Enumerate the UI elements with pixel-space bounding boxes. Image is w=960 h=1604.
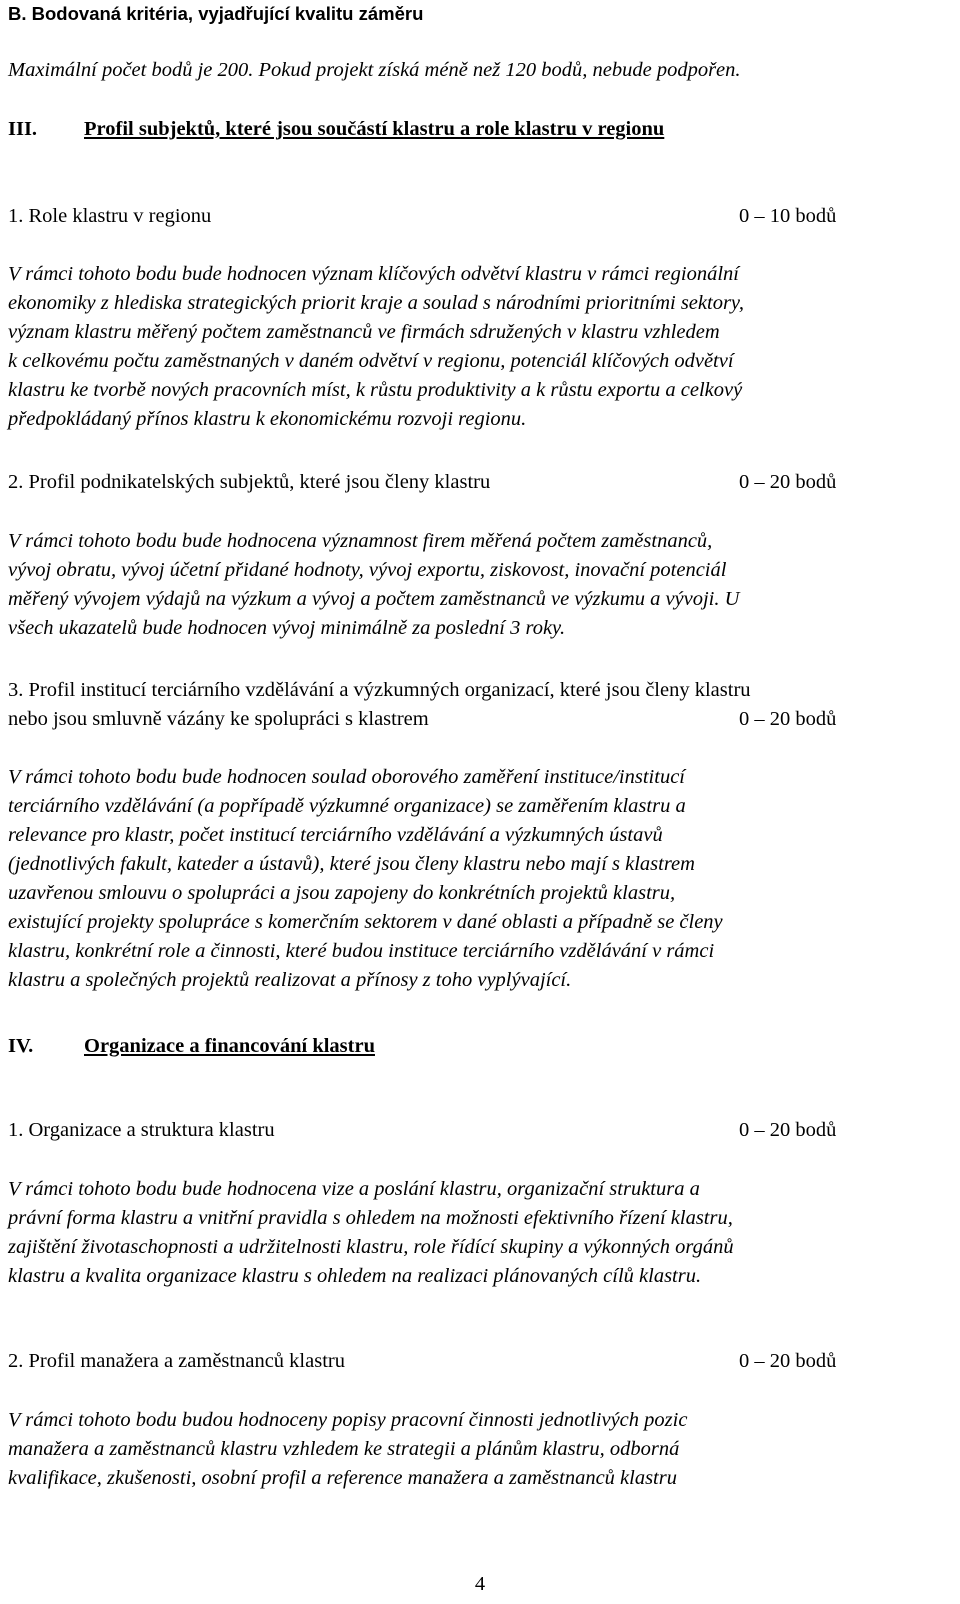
text-line: V rámci tohoto bodu bude hodnocena vize a poslání klastru, organizační struktura a bbox=[8, 1178, 700, 1200]
text-line: uzavřenou smlouvu o spolupráci a jsou zapojeny do konkrétních projektů klastru, bbox=[8, 882, 676, 904]
item-4-2-description bbox=[8, 1406, 938, 1493]
text-line: všech ukazatelů bude hodnocen vývoj minimálně za poslední 3 roky. bbox=[8, 617, 566, 639]
item-3-2-title: 2. Profil podnikatelských subjektů, které jsou členy klastru bbox=[8, 471, 491, 493]
section-4-numeral: IV. bbox=[8, 1035, 34, 1057]
item-3-2-points: 0 – 20 bodů bbox=[739, 471, 837, 493]
item-3-1-description bbox=[8, 260, 938, 434]
text-line: k celkovému počtu zaměstnaných v daném odvětví v regionu, potenciál klíčových odvětví bbox=[8, 350, 734, 372]
item-4-2-points: 0 – 20 bodů bbox=[739, 1350, 837, 1372]
item-3-1-title: 1. Role klastru v regionu bbox=[8, 205, 212, 227]
item-4-2-title: 2. Profil manažera a zaměstnanců klastru bbox=[8, 1350, 345, 1372]
text-line: klastru, konkrétní role a činnosti, které budou instituce terciárního vzdělávání v rámci bbox=[8, 940, 715, 962]
item-3-3-title-line-1: 3. Profil institucí terciárního vzdělávání a výzkumných organizací, které jsou členy klastru bbox=[8, 679, 751, 701]
item-3-2-description bbox=[8, 527, 938, 643]
text-line: klastru a společných projektů realizovat a přínosy z toho vyplývající. bbox=[8, 969, 572, 991]
text-line: právní forma klastru a vnitřní pravidla s ohledem na možnosti efektivního řízení klastru, bbox=[8, 1207, 733, 1229]
section-4-title: Organizace a financování klastru bbox=[84, 1035, 375, 1057]
max-points-note: Maximální počet bodů je 200. Pokud projekt získá méně než 120 bodů, nebude podpořen. bbox=[8, 59, 741, 81]
text-line: zajištění životaschopnosti a udržitelnosti klastru, role řídící skupiny a výkonných orgánů bbox=[8, 1236, 734, 1258]
text-line: vývoj obratu, vývoj účetní přidané hodnoty, vývoj exportu, ziskovost, inovační potenciál bbox=[8, 559, 727, 581]
item-3-3-title-line-2: nebo jsou smluvně vázány ke spolupráci s klastrem bbox=[8, 708, 429, 730]
text-line: ekonomiky z hlediska strategických priorit kraje a soulad s národními prioritními sektory, bbox=[8, 292, 745, 314]
item-3-3-description bbox=[8, 763, 938, 995]
text-line: existující projekty spolupráce s komerčním sektorem v dané oblasti a případně se členy bbox=[8, 911, 723, 933]
text-line: kvalifikace, zkušenosti, osobní profil a reference manažera a zaměstnanců klastru bbox=[8, 1467, 677, 1489]
text-line: klastru ke tvorbě nových pracovních míst, k růstu produktivity a k růstu exportu a celkový bbox=[8, 379, 743, 401]
item-4-1-description bbox=[8, 1175, 938, 1291]
text-line: manažera a zaměstnanců klastru vzhledem ke strategii a plánům klastru, odborná bbox=[8, 1438, 680, 1460]
item-3-3-points: 0 – 20 bodů bbox=[739, 708, 837, 730]
section-3-title: Profil subjektů, které jsou součástí klastru a role klastru v regionu bbox=[84, 118, 665, 140]
item-4-1-title: 1. Organizace a struktura klastru bbox=[8, 1119, 275, 1141]
section-b-heading: B. Bodovaná kritéria, vyjadřující kvalitu záměru bbox=[8, 3, 424, 24]
text-line: měřený vývojem výdajů na výzkum a vývoj a počtem zaměstnanců ve výzkumu a vývoji. U bbox=[8, 588, 740, 610]
section-3-numeral: III. bbox=[8, 118, 38, 140]
text-line: klastru a kvalita organizace klastru s ohledem na realizaci plánovaných cílů klastru. bbox=[8, 1265, 702, 1287]
item-4-1-points: 0 – 20 bodů bbox=[739, 1119, 837, 1141]
page-number: 4 bbox=[474, 1573, 486, 1595]
text-line: terciárního vzdělávání (a popřípadě výzkumné organizace) se zaměřením klastru a bbox=[8, 795, 686, 817]
text-line: význam klastru měřený počtem zaměstnanců ve firmách sdružených v klastru vzhledem bbox=[8, 321, 720, 343]
text-line: V rámci tohoto bodu bude hodnocena významnost firem měřená počtem zaměstnanců, bbox=[8, 530, 713, 552]
text-line: předpokládaný přínos klastru k ekonomickému rozvoji regionu. bbox=[8, 408, 527, 430]
text-line: V rámci tohoto bodu budou hodnoceny popisy pracovní činnosti jednotlivých pozic bbox=[8, 1409, 688, 1431]
item-3-1-points: 0 – 10 bodů bbox=[739, 205, 837, 227]
text-line: V rámci tohoto bodu bude hodnocen soulad oborového zaměření instituce/institucí bbox=[8, 766, 685, 788]
text-line: (jednotlivých fakult, kateder a ústavů), které jsou členy klastru nebo mají s klastrem bbox=[8, 853, 695, 875]
text-line: relevance pro klastr, počet institucí terciárního vzdělávání a výzkumných ústavů bbox=[8, 824, 663, 846]
text-line: V rámci tohoto bodu bude hodnocen význam klíčových odvětví klastru v rámci regionální bbox=[8, 263, 739, 285]
